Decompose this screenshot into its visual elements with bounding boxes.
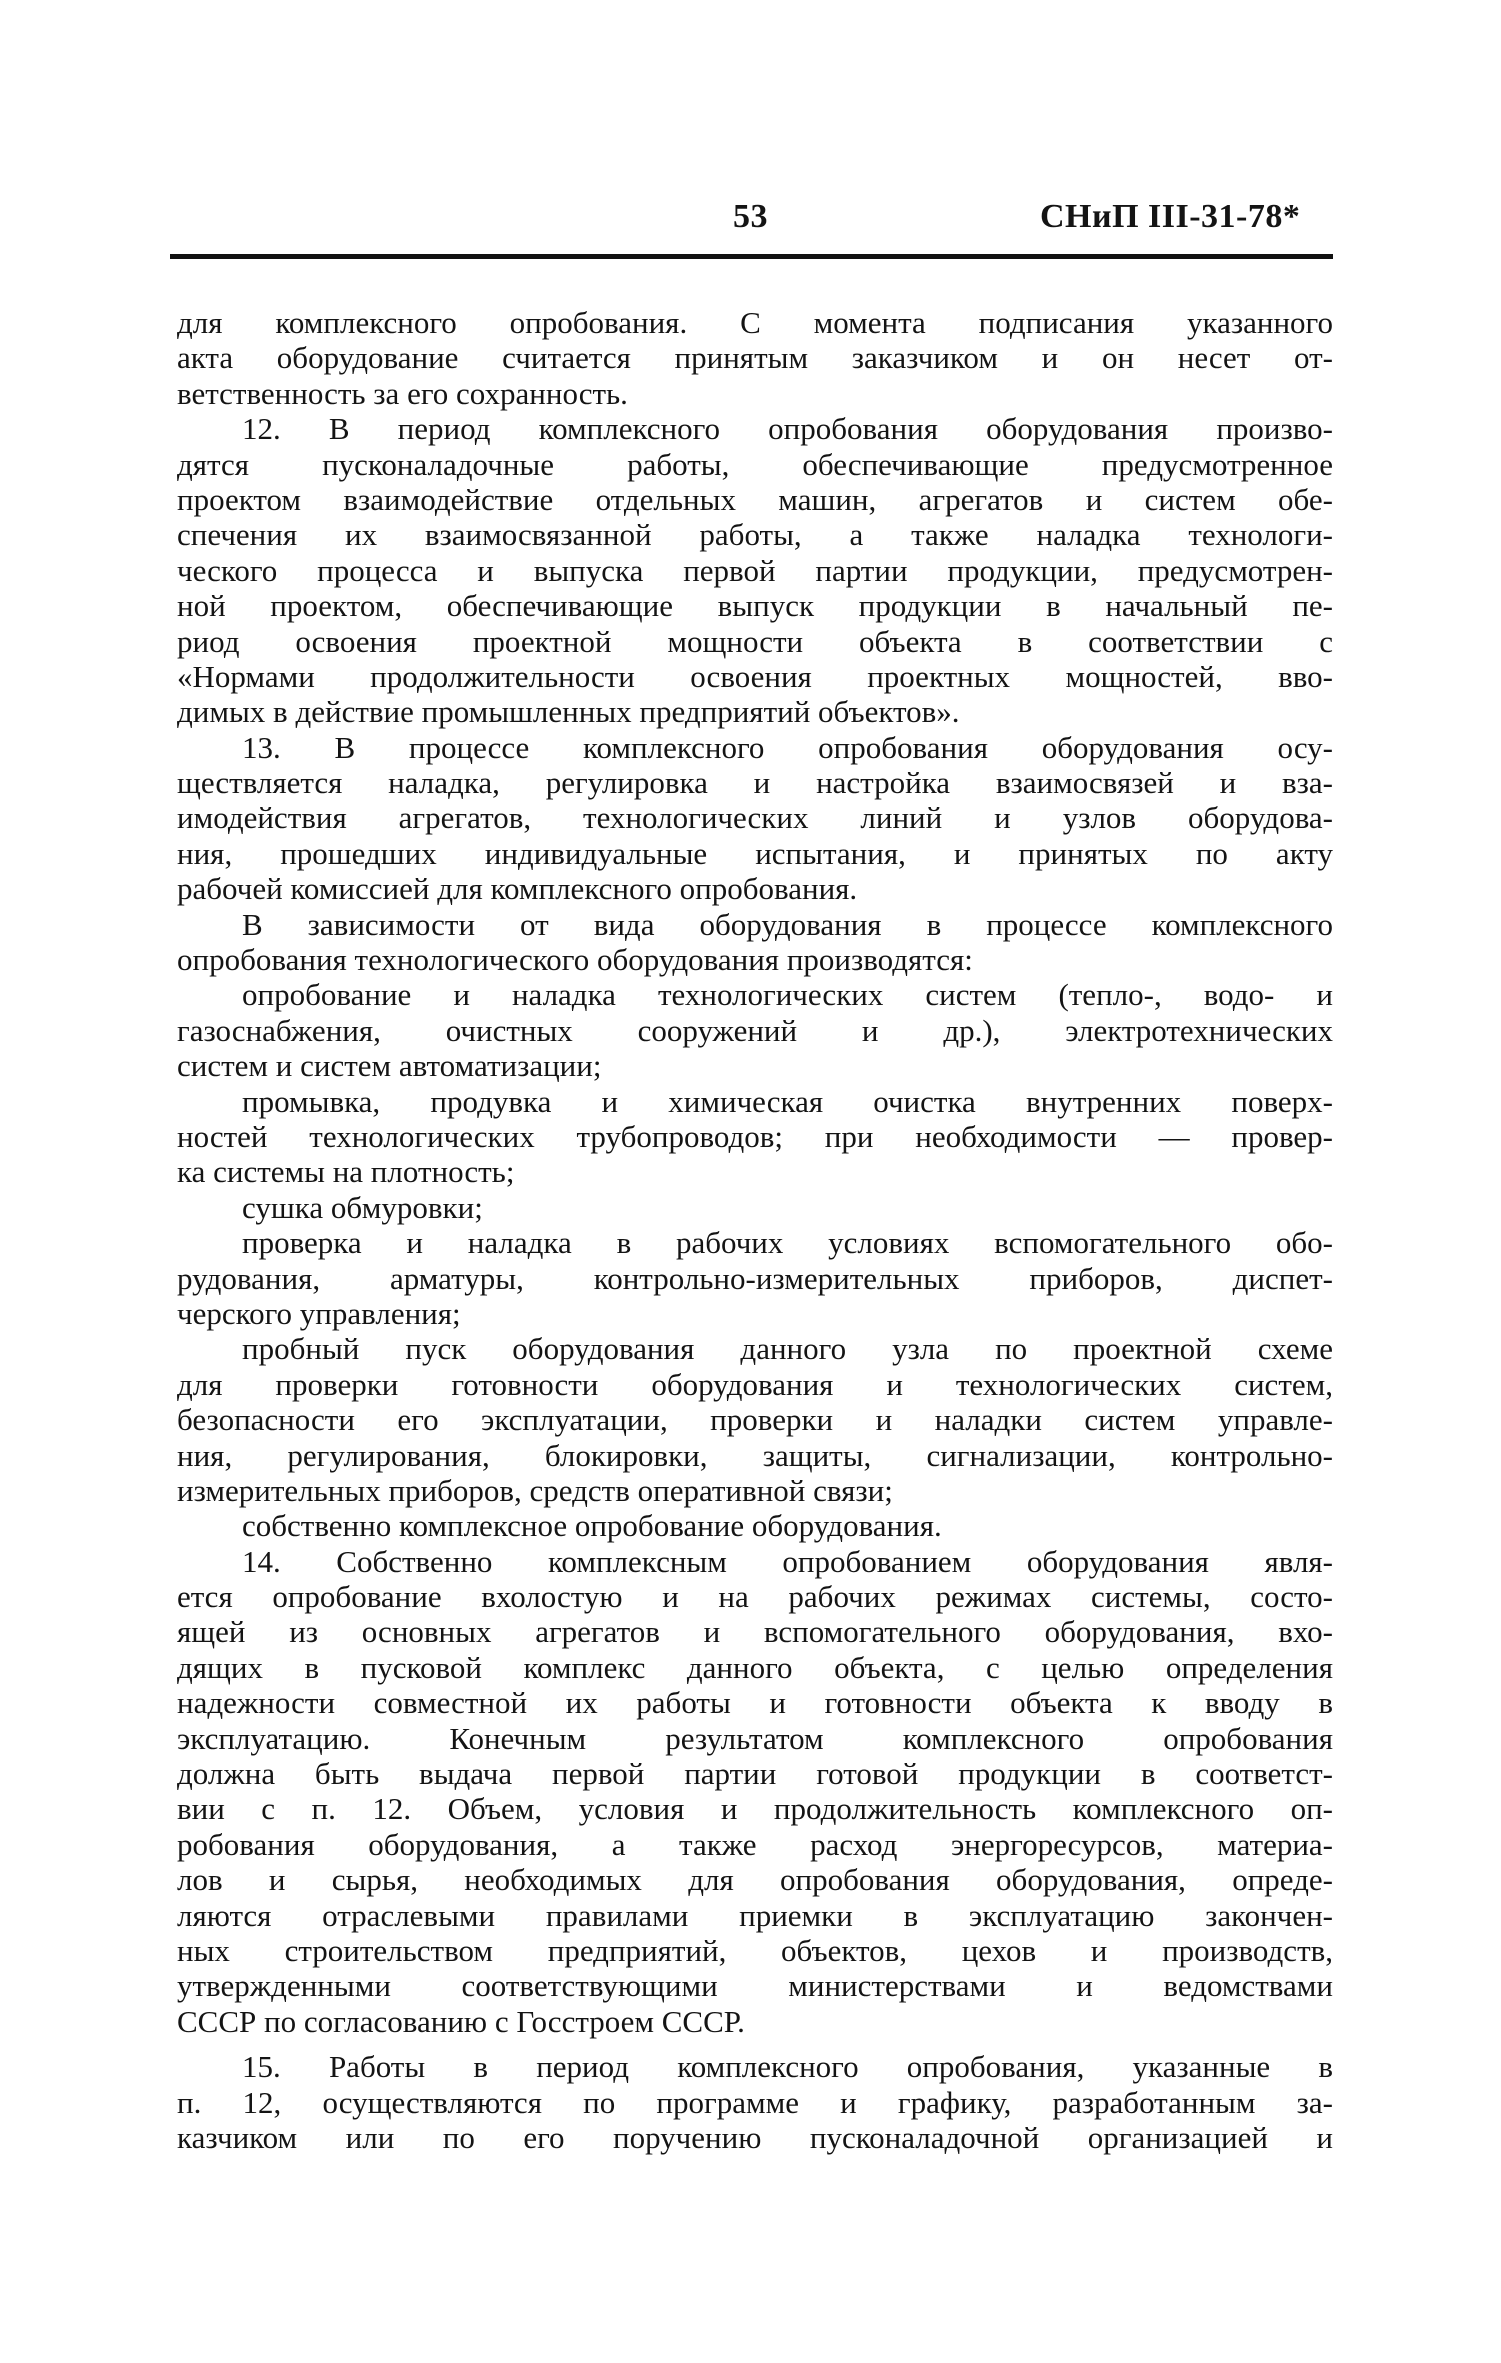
text-line: газоснабжения, очистных сооружений и др.), электротехнических [177, 1012, 1333, 1048]
text-line: робования оборудования, а также расход энергоресурсов, материа- [177, 1826, 1333, 1862]
text-line: ящей из основных агрегатов и вспомогательного оборудования, вхо- [177, 1614, 1333, 1650]
text-line: дящих в пусковой комплекс данного объекта, с целью определения [177, 1649, 1333, 1685]
text-line: опробования технологического оборудования производятся: [177, 942, 973, 978]
text-line: казчиком или по его поручению пусконаладочной организацией и [177, 2119, 1333, 2155]
text-line: акта оборудование считается принятым заказчиком и он несет от- [177, 340, 1333, 376]
text-line: 14. Собственно комплексным опробованием оборудования явля- [242, 1543, 1333, 1579]
text-line: димых в действие промышленных предприятий объектов». [177, 694, 960, 730]
document-body [177, 305, 1333, 2155]
text-line: ка системы на плотность; [177, 1154, 515, 1190]
text-line: должна быть выдача первой партии готовой продукции в соответст- [177, 1756, 1333, 1792]
text-line: надежности совместной их работы и готовности объекта к вводу в [177, 1685, 1333, 1721]
text-line: СССР по согласованию с Госстроем СССР. [177, 2003, 745, 2039]
text-line: рудования, арматуры, контрольно-измерительных приборов, диспет- [177, 1260, 1333, 1296]
text-line: дятся пусконаладочные работы, обеспечивающие предусмотренное [177, 446, 1333, 482]
page-number: 53 [733, 198, 768, 235]
text-line: имодействия агрегатов, технологических линий и узлов оборудова- [177, 800, 1333, 836]
text-line: «Нормами продолжительности освоения проектных мощностей, вво- [177, 658, 1333, 694]
text-line: безопасности его эксплуатации, проверки и наладки систем управле- [177, 1402, 1333, 1438]
document-code: СНиП III-31-78* [1040, 198, 1301, 235]
text-line: рабочей комиссией для комплексного опробования. [177, 871, 858, 907]
text-line: проектом взаимодействие отдельных машин, агрегатов и систем обе- [177, 481, 1333, 517]
text-line: для комплексного опробования. С момента подписания указанного [177, 305, 1333, 340]
text-line: 13. В процессе комплексного опробования оборудования осу- [242, 729, 1333, 765]
text-line: 15. Работы в период комплексного опробования, указанные в [242, 2049, 1333, 2085]
text-line: ной проектом, обеспечивающие выпуск продукции в начальный пе- [177, 588, 1333, 624]
text-line: пробный пуск оборудования данного узла по проектной схеме [242, 1331, 1333, 1367]
text-line: опробование и наладка технологических систем (тепло-, водо- и [242, 977, 1333, 1013]
text-line: ществляется наладка, регулировка и настройка взаимосвязей и вза- [177, 765, 1333, 801]
text-line: ния, прошедших индивидуальные испытания, и принятых по акту [177, 835, 1333, 871]
text-line: п. 12, осуществляются по программе и графику, разработанным за- [177, 2084, 1333, 2120]
text-line: ческого процесса и выпуска первой партии продукции, предусмотрен- [177, 552, 1333, 588]
text-line: ляются отраслевыми правилами приемки в эксплуатацию закончен- [177, 1897, 1333, 1933]
text-line: черского управления; [177, 1295, 461, 1331]
text-line: ностей технологических трубопроводов; при необходимости — провер- [177, 1118, 1333, 1154]
text-line: систем и систем автоматизации; [177, 1048, 602, 1084]
text-line: эксплуатацию. Конечным результатом комплексного опробования [177, 1720, 1333, 1756]
text-line: В зависимости от вида оборудования в процессе комплексного [242, 906, 1333, 942]
text-line: промывка, продувка и химическая очистка внутренних поверх- [242, 1083, 1333, 1119]
header-rule [170, 254, 1333, 259]
text-line: ния, регулирования, блокировки, защиты, сигнализации, контрольно- [177, 1437, 1333, 1473]
text-line: лов и сырья, необходимых для опробования оборудования, опреде- [177, 1862, 1333, 1898]
text-line: для проверки готовности оборудования и технологических систем, [177, 1366, 1333, 1402]
text-line: спечения их взаимосвязанной работы, а также наладка технологи- [177, 517, 1333, 553]
text-line: утвержденными соответствующими министерствами и ведомствами [177, 1968, 1333, 2004]
text-line: ется опробование вхолостую и на рабочих режимах системы, состо- [177, 1579, 1333, 1615]
text-line: измерительных приборов, средств оперативной связи; [177, 1472, 893, 1508]
text-line: 12. В период комплексного опробования оборудования произво- [242, 411, 1333, 447]
text-line: ных строительством предприятий, объектов, цехов и производств, [177, 1932, 1333, 1968]
text-line: сушка обмуровки; [242, 1189, 483, 1225]
text-line: риод освоения проектной мощности объекта в соответствии с [177, 623, 1333, 659]
text-line: проверка и наладка в рабочих условиях вспомогательного обо- [242, 1225, 1333, 1261]
text-line: вии с п. 12. Объем, условия и продолжительность комплексного оп- [177, 1791, 1333, 1827]
text-line: ветственность за его сохранность. [177, 375, 628, 411]
text-line: собственно комплексное опробование оборудования. [242, 1508, 942, 1544]
